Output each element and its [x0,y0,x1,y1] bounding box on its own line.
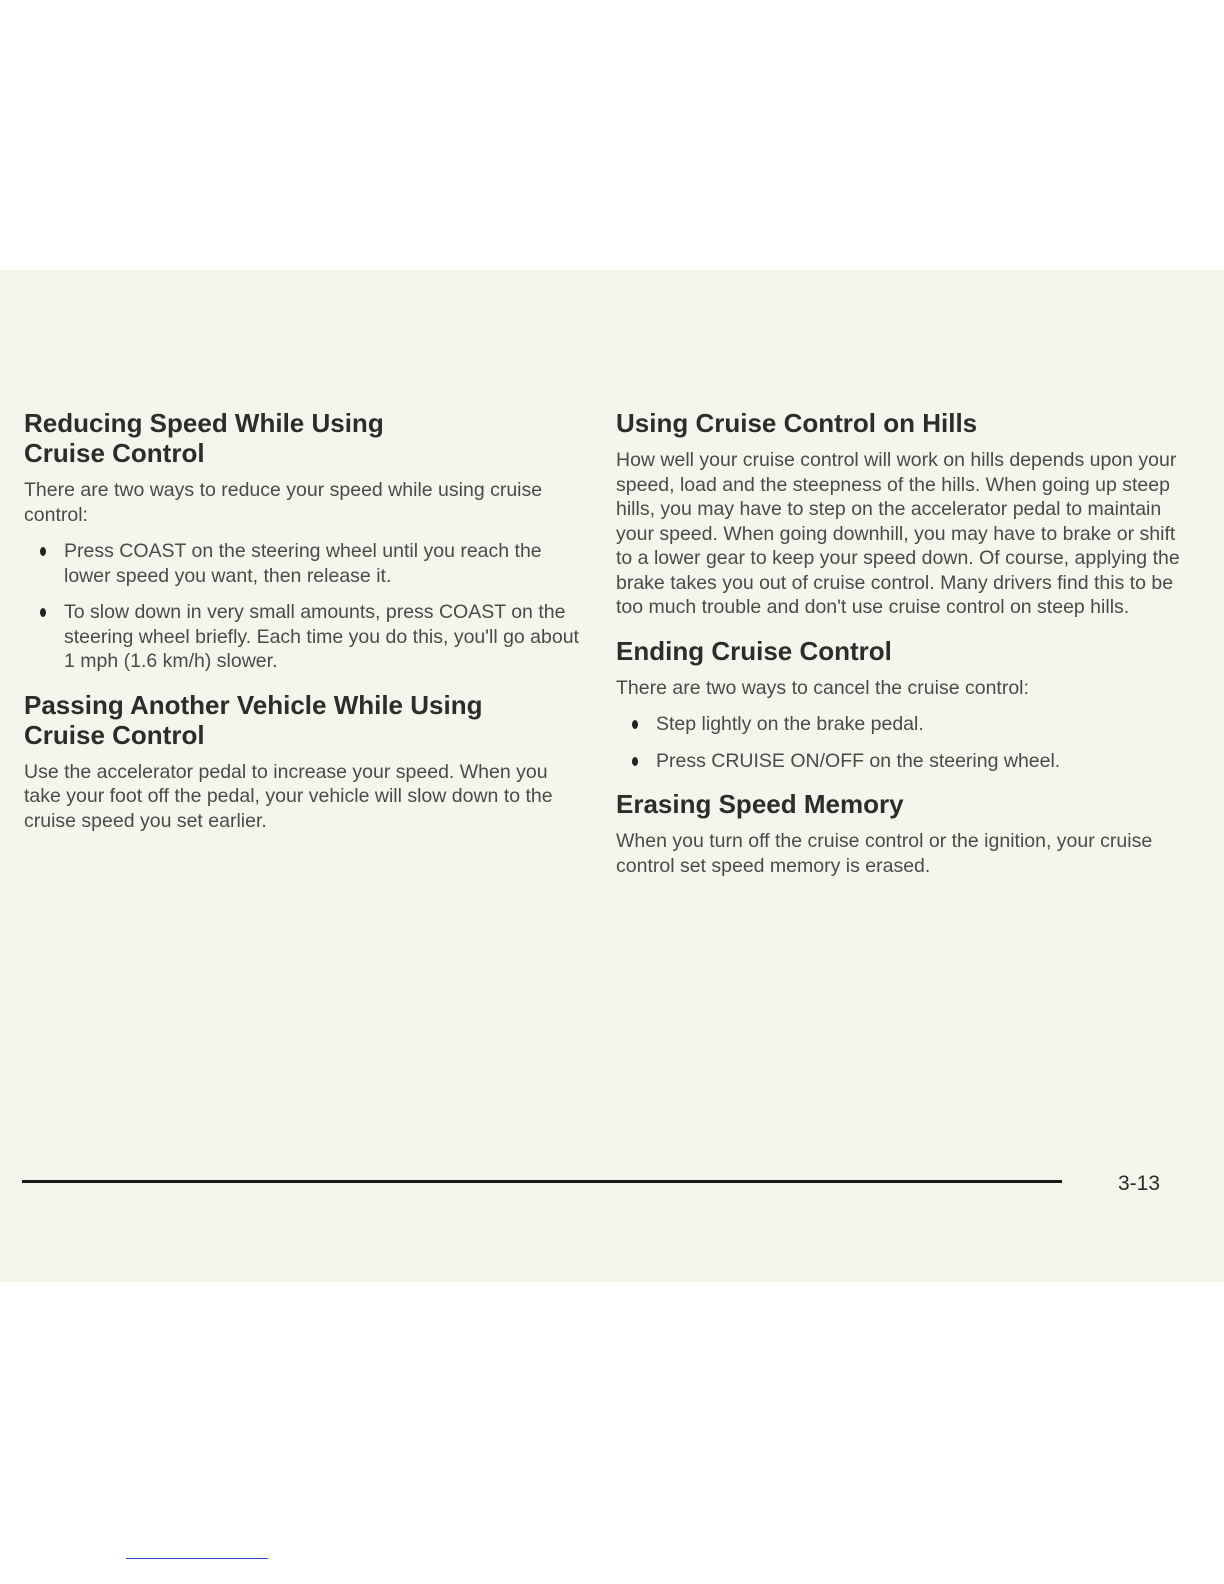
list-item [24,539,584,588]
bullet-icon [40,547,46,556]
section-heading: Passing Another Vehicle While Using Cruise Control [24,689,483,750]
link-underline [126,1558,268,1559]
list-item-text: Press CRUISE ON/OFF on the steering wheel. [656,749,1061,772]
section-heading: Ending Cruise Control [616,635,892,666]
bullet-icon [40,608,46,617]
section-hills [616,408,1186,620]
section-intro: There are two ways to cancel the cruise control: [616,676,1029,699]
section-heading: Using Cruise Control on Hills [616,408,978,438]
section-reducing-speed [24,408,584,674]
section-ending [616,636,1186,774]
bullet-list [616,712,1186,773]
section-heading: Erasing Speed Memory [616,789,904,819]
section-body: When you turn off the cruise control or the ignition, your cruise control set speed memory is erased. [616,830,1153,877]
list-item [616,712,1186,737]
bullet-icon [632,757,638,766]
list-item [616,749,1186,774]
right-column [616,408,1186,894]
bullet-icon [632,720,638,729]
list-item-text: To slow down in very small amounts, press COAST on the steering wheel briefly. Each time you do this, you'll go about 1 mph (1.6 km/h) slower. [64,601,579,672]
section-body: How well your cruise control will work on hills depends upon your speed, load and the steepness of the hills. When going up steep hills, you may have to step on the accelerator pedal to maintain your speed. When going downhill, you may have to brake or shift to a lower gear to keep your speed down. Of course, applying the brake takes you out of cruise control. Many drivers find this to be too much trouble and don't use cruise control on steep hills. [616,449,1180,618]
section-erasing [616,789,1186,878]
section-intro: There are two ways to reduce your speed while using cruise control: [24,479,543,526]
left-column [24,408,584,849]
list-item [24,600,584,674]
page-number: 3-13 [1118,1172,1161,1195]
section-passing [24,690,584,834]
footer-rule [22,1180,1062,1183]
list-item-text: Press COAST on the steering wheel until you reach the lower speed you want, then release it. [64,540,542,587]
list-item-text: Step lightly on the brake pedal. [656,713,924,735]
section-heading: Reducing Speed While Using Cruise Control [24,408,384,468]
section-body: Use the accelerator pedal to increase your speed. When you take your foot off the pedal, your vehicle will slow down to the cruise speed you set earlier. [24,760,553,832]
bullet-list [24,539,584,674]
